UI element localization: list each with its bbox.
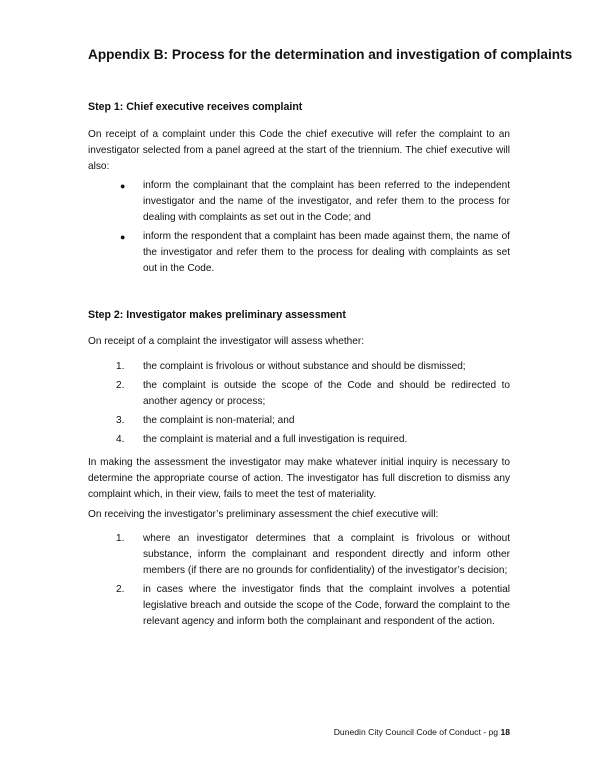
assessment-paragraph: In making the assessment the investigator may make whatever initial inquiry is necessary to determine the appropriate course of action. The investigator has full discretion to dismiss any complaint which, in their view, fails to meet the test of materiality. <box>88 457 510 500</box>
list-item <box>88 531 510 579</box>
list-item <box>88 582 510 630</box>
assessment-list <box>88 359 510 451</box>
step1-intro: On receipt of a complaint under this Code the chief executive will refer the complaint to an investigator selected from a panel agreed at the start of the triennium. The chief executive will also: <box>88 129 510 172</box>
step2-intro: On receipt of a complaint the investigator will assess whether: <box>88 336 365 347</box>
chief-executive-paragraph: On receiving the investigator’s preliminary assessment the chief executive will: <box>88 509 439 520</box>
list-number: 1. <box>116 533 125 544</box>
list-text: the complaint is frivolous or without substance and should be dismissed; <box>143 361 466 372</box>
list-item <box>88 432 510 448</box>
page-footer <box>334 727 510 737</box>
list-item <box>88 229 510 277</box>
list-number: 4. <box>116 434 125 445</box>
action-list <box>88 531 510 633</box>
list-text: the complaint is outside the scope of the Code and should be redirected to another agency or process; <box>143 380 510 407</box>
list-number: 2. <box>116 584 125 595</box>
bullet-icon: ● <box>120 232 126 242</box>
list-item <box>88 378 510 410</box>
footer-text: Dunedin City Council Code of Conduct - pg <box>333 727 501 737</box>
list-item <box>88 178 510 226</box>
list-text: the complaint is material and a full investigation is required. <box>143 434 408 445</box>
page-title: Appendix B: Process for the determination and investigation of complaints <box>88 47 573 62</box>
list-number: 3. <box>116 415 125 426</box>
list-item <box>88 359 510 375</box>
bullet-text: inform the complainant that the complaint has been referred to the independent investigator and the name of the investigator, and refer them to the process for dealing with complaints as set out in the Code; and <box>143 180 510 223</box>
bullet-icon: ● <box>120 181 126 191</box>
list-number: 1. <box>116 361 125 372</box>
list-text: the complaint is non-material; and <box>143 415 295 426</box>
list-text: where an investigator determines that a complaint is frivolous or without substance, inform the complainant and respondent directly and inform other members (if there are no grounds for confidentiality) of the investigator’s decision; <box>143 533 510 576</box>
page-number: 18 <box>500 727 510 737</box>
list-text: in cases where the investigator finds that the complaint involves a potential legislative breach and outside the scope of the Code, forward the complaint to the relevant agency and inform both the complainant and respondent of the action. <box>143 584 510 627</box>
step1-heading: Step 1: Chief executive receives complaint <box>88 101 303 113</box>
bullet-text: inform the respondent that a complaint has been made against them, the name of the investigator and refer them to the process for dealing with complaints as set out in the Code. <box>143 231 510 274</box>
step1-bullet-list <box>88 178 510 280</box>
list-number: 2. <box>116 380 125 391</box>
list-item <box>88 413 510 429</box>
step2-heading: Step 2: Investigator makes preliminary assessment <box>88 309 346 321</box>
